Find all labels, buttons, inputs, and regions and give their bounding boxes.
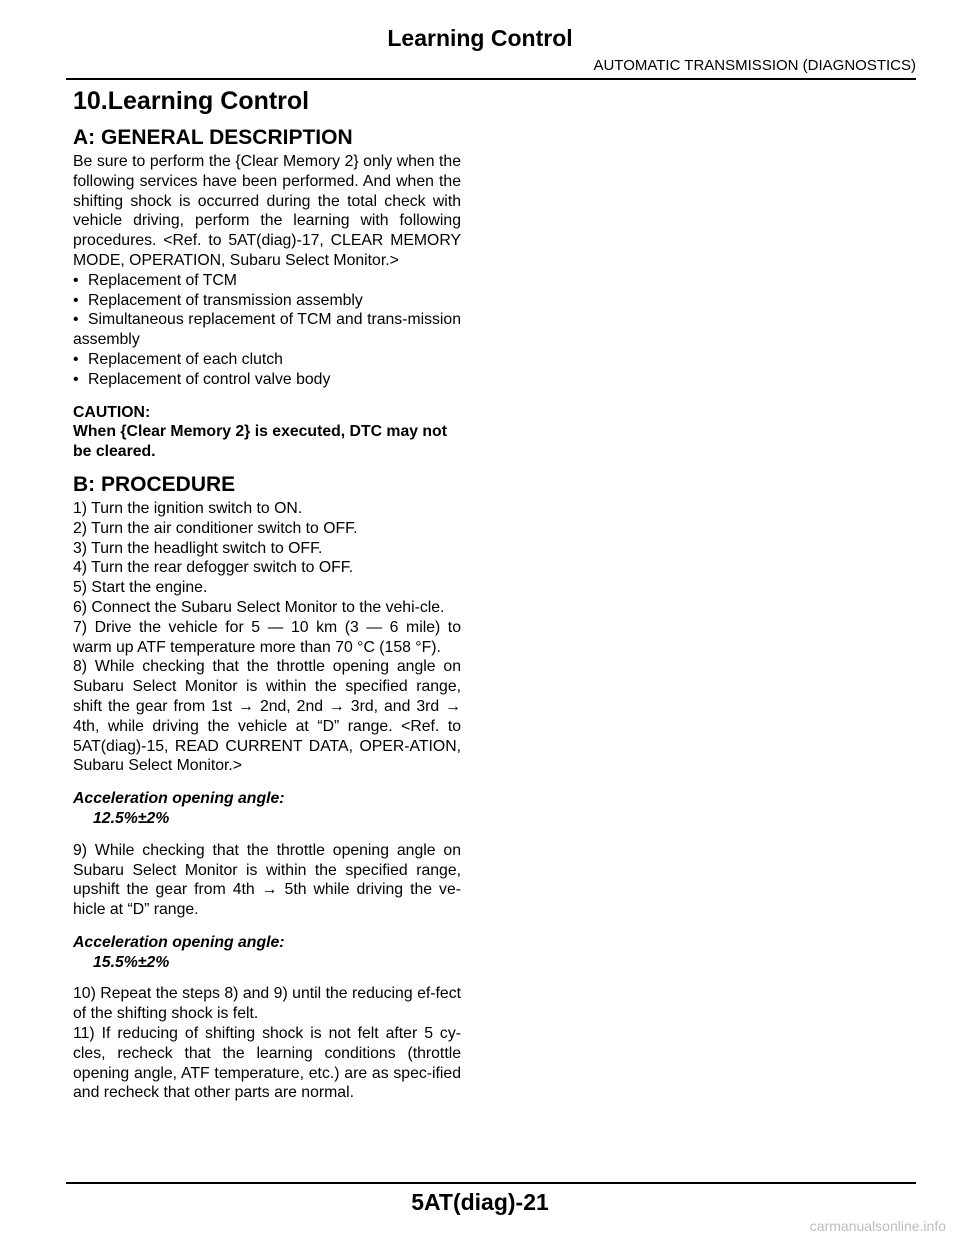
caution-text: When {Clear Memory 2} is executed, DTC may not be cleared.	[73, 423, 447, 461]
procedure-steps-part-2	[73, 841, 461, 920]
general-description-heading: A: GENERAL DESCRIPTION	[73, 126, 353, 149]
caution-label: CAUTION:	[73, 403, 151, 421]
spec-label: Acceleration opening angle:	[73, 790, 285, 808]
list-item: • Simultaneous replacement of TCM and trans-mission assembly	[73, 311, 461, 349]
page-header-subtitle: AUTOMATIC TRANSMISSION (DIAGNOSTICS)	[593, 57, 916, 74]
spec-block-2	[73, 933, 461, 973]
spec-block-1	[73, 789, 461, 829]
main-content	[73, 86, 461, 1103]
procedure-steps-part-3	[73, 984, 461, 1103]
list-item: 6) Connect the Subaru Select Monitor to the vehi-cle.	[73, 598, 445, 616]
list-item: 1) Turn the ignition switch to ON.	[73, 499, 303, 517]
list-item: 3) Turn the headlight switch to OFF.	[73, 539, 323, 557]
bullet-icon: •	[73, 271, 79, 289]
spec-label: Acceleration opening angle:	[73, 933, 285, 951]
list-item: • Replacement of control valve body	[73, 370, 331, 388]
general-description-intro: Be sure to perform the {Clear Memory 2} only when the following services have been performed. And when the shifting shock is occurred during the total check with vehicle driving, perform the learning with following procedures. <Ref. to 5AT(diag)-17, CLEAR MEMORY MODE, OPERATION, Subaru Select Monitor.>	[73, 153, 461, 269]
list-item: 8) While checking that the throttle opening angle on Subaru Select Monitor is within the specified range, shift the gear from 1st → 2nd, 2nd → 3rd, and 3rd → 4th, while driving the vehicle at “D” range. <Ref. to 5AT(diag)-15, READ CURRENT DATA, OPER-ATION, Subaru Select Monitor.>	[73, 658, 461, 775]
section-title: 10.Learning Control	[73, 87, 310, 115]
list-item: 7) Drive the vehicle for 5 — 10 km (3 — 6 mile) to warm up ATF temperature more than 70 °C (158 °F).	[73, 618, 461, 656]
service-list	[73, 271, 461, 390]
list-item: • Replacement of TCM	[73, 271, 237, 289]
caution-note	[73, 403, 461, 462]
bullet-icon: •	[73, 370, 79, 388]
bullet-icon: •	[73, 350, 79, 368]
list-item: 5) Start the engine.	[73, 579, 208, 597]
list-item: 2) Turn the air conditioner switch to OFF.	[73, 519, 358, 537]
procedure-heading: B: PROCEDURE	[73, 472, 236, 496]
list-item: 4) Turn the rear defogger switch to OFF.	[73, 559, 354, 577]
list-item: • Replacement of each clutch	[73, 350, 283, 368]
header-divider	[66, 78, 916, 80]
bullet-icon: •	[73, 291, 79, 309]
list-item: • Replacement of transmission assembly	[73, 291, 363, 309]
spec-value: 12.5%±2%	[93, 809, 170, 827]
footer-divider	[66, 1182, 916, 1184]
page-header-title: Learning Control	[387, 25, 573, 51]
spec-value: 15.5%±2%	[93, 953, 170, 971]
list-item: 9) While checking that the throttle opening angle on Subaru Select Monitor is within the specified range, upshift the gear from 4th → 5th while driving the ve-hicle at “D” range.	[73, 841, 461, 919]
page-number: 5AT(diag)-21	[411, 1189, 549, 1215]
watermark-text: carmanualsonline.info	[809, 1218, 946, 1234]
bullet-icon: •	[73, 311, 79, 329]
list-item: 11) If reducing of shifting shock is not felt after 5 cy-cles, recheck that the learning conditions (throttle opening angle, ATF temperature, etc.) are as spec-ified and recheck that other parts are normal.	[73, 1025, 461, 1102]
list-item: 10) Repeat the steps 8) and 9) until the reducing ef-fect of the shifting shock is felt.	[73, 985, 461, 1023]
procedure-steps-part-1	[73, 499, 461, 776]
